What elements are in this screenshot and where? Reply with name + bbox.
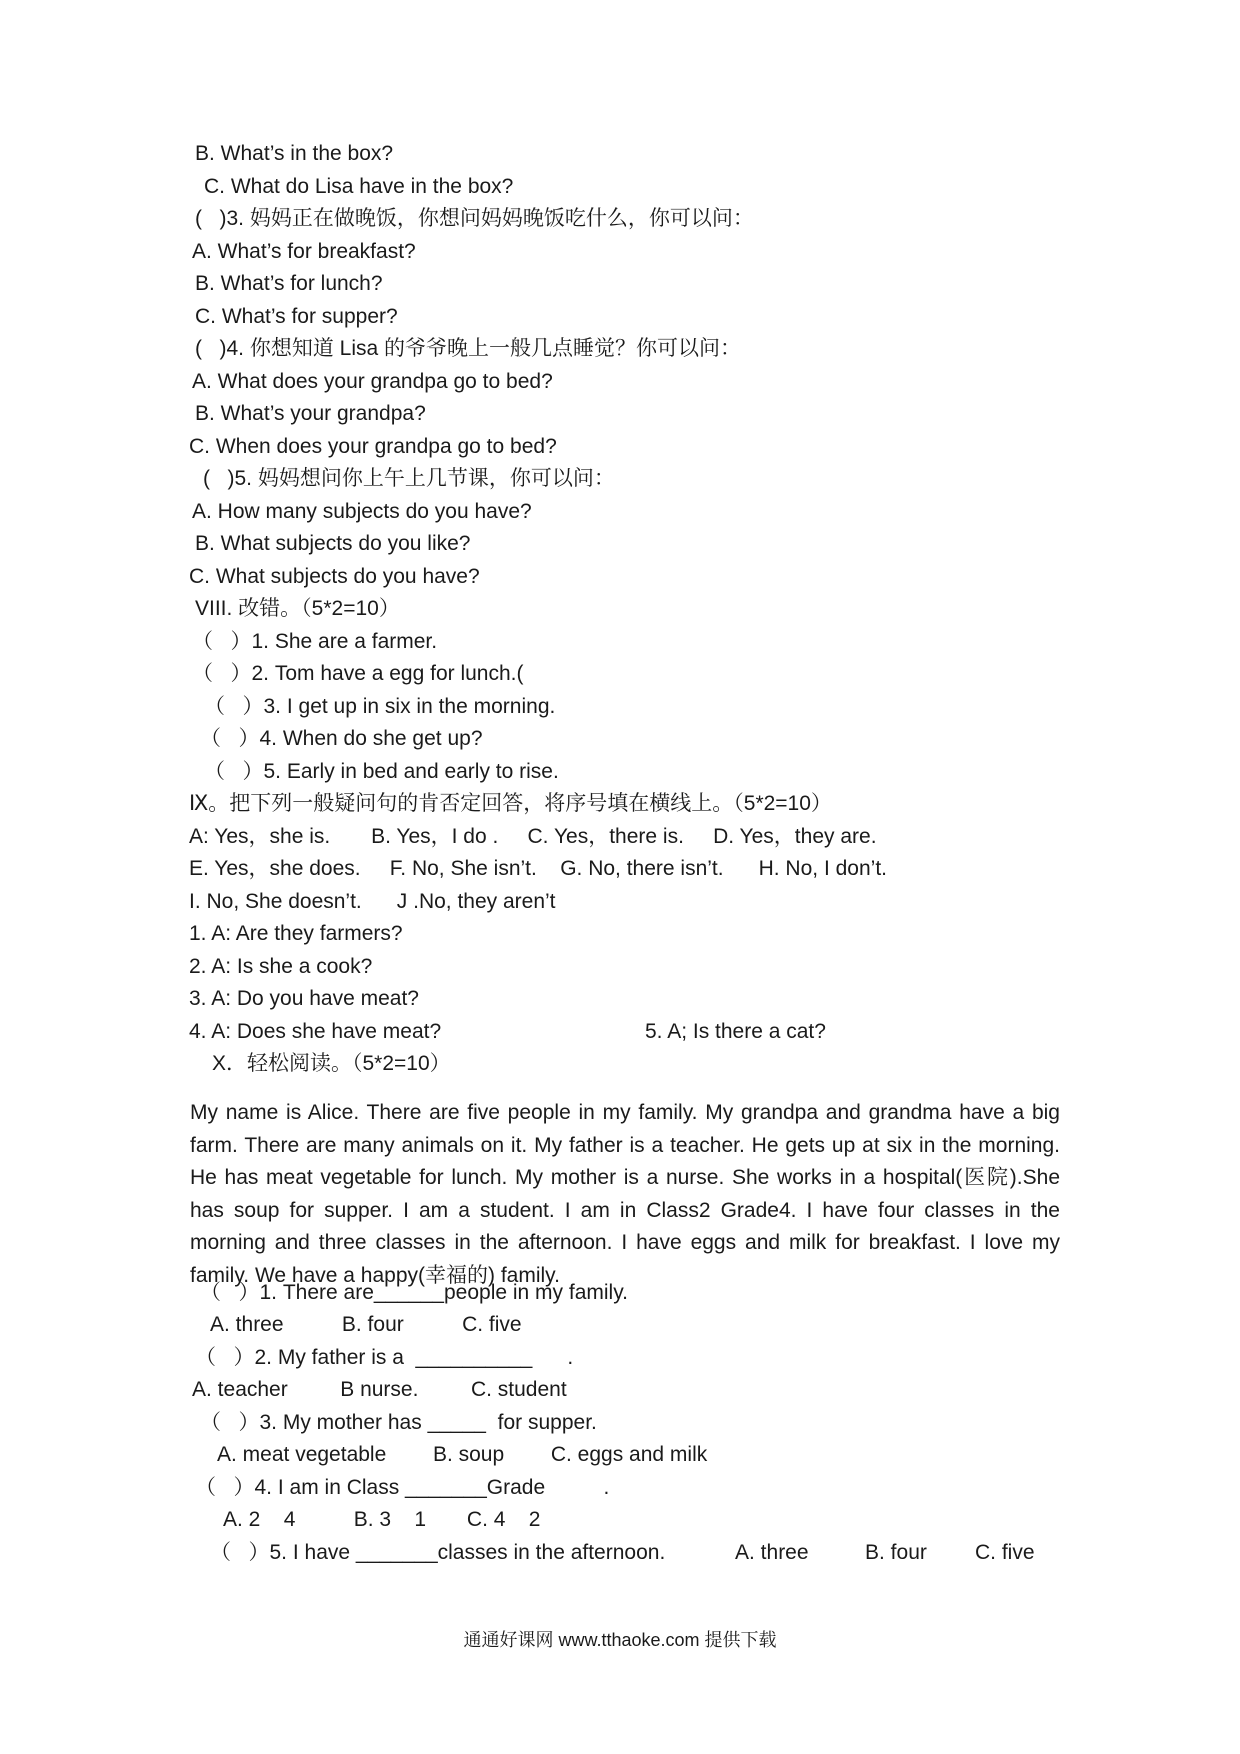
worksheet-line: B. four — [865, 1541, 927, 1564]
worksheet-line: A. What’s for breakfast? — [192, 240, 416, 263]
worksheet-line: （ ）3. My mother has _____ for supper. — [200, 1411, 597, 1434]
worksheet-line: C. five — [975, 1541, 1035, 1564]
worksheet-line: （ ）5. Early in bed and early to rise. — [204, 760, 559, 783]
worksheet-line: A: Yes，she is. B. Yes，I do . C. Yes，there is. D. Yes，they are. — [189, 825, 877, 848]
worksheet-line: A. meat vegetable B. soup C. eggs and milk — [217, 1443, 708, 1466]
worksheet-line: A. three — [735, 1541, 809, 1564]
worksheet-line: 5. A; Is there a cat? — [645, 1020, 826, 1043]
worksheet-line: （ ）5. I have _______classes in the afternoon. — [210, 1541, 666, 1564]
worksheet-line: ( )5. 妈妈想问你上午上几节课，你可以问： — [203, 467, 615, 490]
worksheet-line: 1. A: Are they farmers? — [189, 922, 403, 945]
worksheet-line: C. When does your grandpa go to bed? — [189, 435, 557, 458]
worksheet-line: A. How many subjects do you have? — [192, 500, 532, 523]
worksheet-line: C. What do Lisa have in the box? — [204, 175, 514, 198]
worksheet-line: ( )4. 你想知道 Lisa 的爷爷晚上一般几点睡觉？你可以问： — [195, 337, 742, 360]
worksheet-line: I. No, She doesn’t. J .No, they aren’t — [189, 890, 556, 913]
worksheet-line: B. What subjects do you like? — [195, 532, 471, 555]
worksheet-line: （ ）4. When do she get up? — [200, 727, 483, 750]
worksheet-line: E. Yes，she does. F. No, She isn’t. G. No, there isn’t. H. No, I don’t. — [189, 857, 887, 880]
worksheet-line: B. What’s in the box? — [195, 142, 394, 165]
worksheet-line: A. three B. four C. five — [210, 1313, 522, 1336]
worksheet-line: A. What does your grandpa go to bed? — [192, 370, 553, 393]
worksheet-line: （ ）3. I get up in six in the morning. — [204, 695, 556, 718]
reading-passage: My name is Alice. There are five people in my family. My grandpa and grandma have a big farm. There are many animals on it. My father is a teacher. He gets up at six in the morning. He has meat vegetable for lunch. My mother is a nurse. She works in a hospital(医院).She has soup for supper. I am a student. I am in Class2 Grade4. I have four classes in the morning and three classes in the afternoon. I have eggs and milk for breakfast. I love my family. We have a happy(幸福的) family. — [190, 1101, 1060, 1287]
worksheet-line: Ⅸ。把下列一般疑问句的肯否定回答，将序号填在横线上。（5*2=10） — [189, 792, 832, 815]
worksheet-line: A. 2 4 B. 3 1 C. 4 2 — [223, 1508, 541, 1531]
worksheet-line: X．轻松阅读。（5*2=10） — [212, 1052, 451, 1075]
worksheet-line: B. What’s for lunch? — [195, 272, 383, 295]
worksheet-line: B. What’s your grandpa? — [195, 402, 426, 425]
worksheet-line: C. What subjects do you have? — [189, 565, 480, 588]
worksheet-line: （ ）2. Tom have a egg for lunch.( — [192, 662, 524, 685]
worksheet-line: （ ）1. She are a farmer. — [192, 630, 438, 653]
worksheet-line: 4. A: Does she have meat? — [189, 1020, 442, 1043]
worksheet-line: 2. A: Is she a cook? — [189, 955, 373, 978]
worksheet-line: VIII. 改错。（5*2=10） — [195, 597, 400, 620]
worksheet-line: C. What’s for supper? — [195, 305, 398, 328]
worksheet-line: A. teacher B nurse. C. student — [192, 1378, 567, 1401]
worksheet-line: 3. A: Do you have meat? — [189, 987, 419, 1010]
worksheet-line: （ ）2. My father is a __________ . — [195, 1346, 574, 1369]
worksheet-line: （ ）1. There are______people in my family. — [200, 1281, 628, 1304]
worksheet-line: ( )3. 妈妈正在做晚饭，你想问妈妈晚饭吃什么，你可以问： — [195, 207, 754, 230]
footer-credit: 通通好课网 www.tthaoke.com 提供下载 — [463, 1630, 777, 1650]
worksheet-line: （ ）4. I am in Class _______Grade . — [195, 1476, 610, 1499]
